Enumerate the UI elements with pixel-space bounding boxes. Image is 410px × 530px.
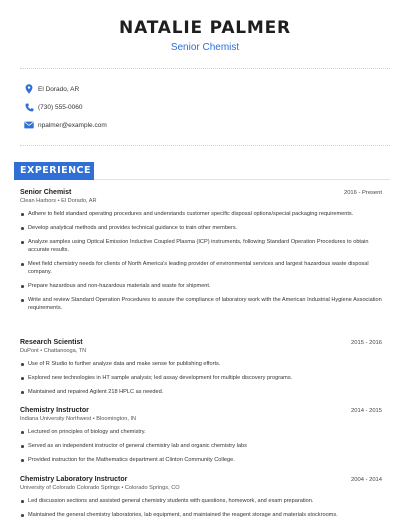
job-title: Chemistry Laboratory Instructor (20, 476, 128, 483)
job-bullet: Maintained and repaired Agilent 218 HPLC as needed. (20, 388, 382, 396)
job-bullet: Explored new technologies in HT sample analysis; led assay development for multiple discovery programs. (20, 374, 382, 382)
contact-list (22, 80, 107, 134)
phone-icon (22, 100, 36, 114)
job-dates: 2016 - Present (343, 190, 382, 196)
job-bullet: Provided instruction for the Mathematics department at Clinton Community College. (20, 456, 382, 464)
job-bullets (20, 497, 382, 519)
job-entry (20, 189, 382, 318)
job-bullet: Meet field chemistry needs for clients of North America's leading provider of environmental services and largest hazardous waste disposal company. (20, 260, 382, 276)
job-bullet: Lectured on principles of biology and chemistry. (20, 428, 382, 436)
contact-phone (22, 98, 107, 116)
job-title: Chemistry Instructor (20, 407, 89, 414)
contact-location (22, 80, 107, 98)
job-bullet: Prepare hazardous and non-hazardous materials and waste for shipment. (20, 282, 382, 290)
job-title: Research Scientist (20, 339, 83, 346)
location-pin-icon (22, 82, 36, 96)
job-bullet: Maintained the general chemistry laboratories, lab equipment, and maintained the reagent storage and materials stockrooms. (20, 511, 382, 519)
job-entry (20, 339, 382, 402)
candidate-name: NATALIE PALMER (119, 18, 291, 38)
job-dates: 2004 - 2014 (351, 477, 382, 483)
job-bullet: Analyze samples using Optical Emission Inductive Coupled Plasma (ICP) instruments, following Standard Operation Procedures to obtain accurate results. (20, 238, 382, 254)
job-entry (20, 407, 382, 470)
job-bullet: Write and review Standard Operation Procedures to assure the compliance of laboratory work with the American Industrial Hygiene Association requirements. (20, 296, 382, 312)
contact-location-text: El Dorado, AR (38, 85, 80, 93)
job-dates: 2015 - 2016 (351, 340, 382, 346)
job-bullets (20, 210, 382, 312)
job-bullet: Develop analytical methods and provides technical guidance to train other members. (20, 224, 382, 232)
job-bullet: Adhere to field standard operating procedures and understands customer specific disposal options/special packaging requirements. (20, 210, 382, 218)
experience-heading-rule (94, 179, 390, 180)
job-bullet: Led discussion sections and assisted general chemistry students with questions, homework, and exam preparation. (20, 497, 382, 505)
job-organization: University of Colorado Colorado Springs • Colorado Springs, CO (20, 485, 180, 491)
job-organization: Clean Harbors • El Dorado, AR (20, 198, 97, 204)
job-title: Senior Chemist (20, 189, 72, 196)
job-bullet: Use of R Studio to further analyze data and make sense for publishing efforts. (20, 360, 382, 368)
contact-email-text: npalmer@example.com (38, 121, 107, 129)
header-divider (20, 68, 390, 69)
job-dates: 2014 - 2015 (351, 408, 382, 414)
candidate-title: Senior Chemist (170, 42, 240, 53)
resume-header (0, 18, 410, 53)
job-bullets (20, 428, 382, 464)
job-entry (20, 476, 382, 525)
experience-heading: EXPERIENCE (20, 165, 92, 176)
job-organization: DuPont • Chattanooga, TN (20, 348, 87, 354)
job-organization: Indiana University Northwest • Bloomington, IN (20, 416, 137, 422)
contact-phone-text: (730) 555-0060 (38, 103, 83, 111)
job-bullet: Served as an independent instructor of general chemistry lab and organic chemistry labs (20, 442, 382, 450)
contact-divider (20, 145, 390, 146)
job-bullets (20, 360, 382, 396)
envelope-icon (22, 118, 36, 132)
contact-email (22, 116, 107, 134)
